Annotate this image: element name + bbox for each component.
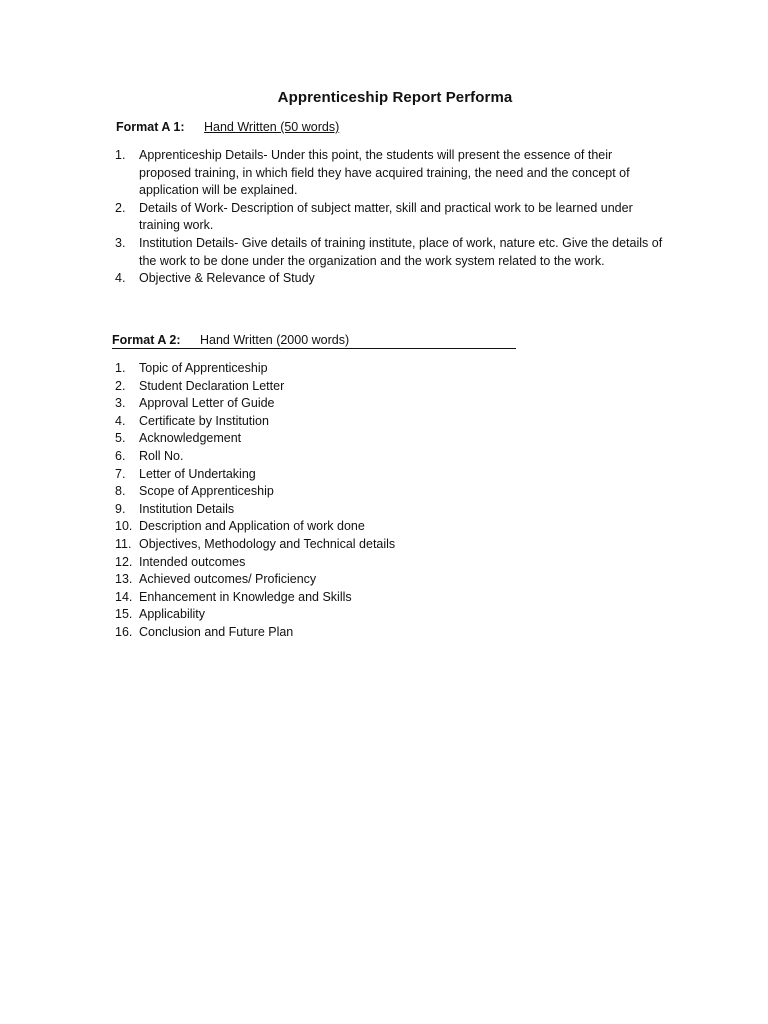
list-item bbox=[115, 483, 535, 501]
format-a1-list bbox=[115, 147, 663, 288]
list-item-number: 7. bbox=[115, 466, 126, 481]
list-item bbox=[115, 536, 535, 554]
list-item-text: Enhancement in Knowledge and Skills bbox=[139, 589, 352, 604]
list-item bbox=[115, 430, 535, 448]
list-item bbox=[115, 395, 535, 413]
list-item-number: 13. bbox=[115, 572, 133, 587]
list-item-text: Roll No. bbox=[139, 448, 184, 463]
list-item-text: Objectives, Methodology and Technical details bbox=[139, 536, 396, 551]
list-item-number: 14. bbox=[115, 589, 133, 604]
list-item-text: Topic of Apprenticeship bbox=[139, 361, 268, 375]
list-item bbox=[115, 413, 535, 431]
list-item-text: Details of Work- Description of subject matter, skill and practical work to be learned under training work. bbox=[139, 200, 633, 233]
list-item-number: 4. bbox=[115, 413, 126, 428]
list-item-text: Certificate by Institution bbox=[139, 413, 269, 428]
format-a1-description: Hand Written (50 words) bbox=[204, 120, 340, 134]
format-a1-heading bbox=[116, 120, 339, 134]
format-a1-label: Format A 1: bbox=[116, 120, 185, 134]
list-item-text: Conclusion and Future Plan bbox=[139, 624, 294, 639]
list-item-number: 11. bbox=[115, 536, 132, 551]
list-item bbox=[115, 448, 535, 466]
list-item-text: Approval Letter of Guide bbox=[139, 396, 275, 411]
list-item-text: Objective & Relevance of Study bbox=[139, 271, 315, 286]
format-a2-description: Hand Written (2000 words) bbox=[200, 333, 350, 347]
list-item-number: 2. bbox=[115, 378, 126, 393]
list-item-number: 3. bbox=[115, 235, 126, 250]
list-item-number: 1. bbox=[115, 148, 126, 162]
list-item-text: Intended outcomes bbox=[139, 554, 246, 569]
list-item-number: 3. bbox=[115, 396, 126, 411]
list-item-text: Scope of Apprenticeship bbox=[139, 484, 274, 499]
list-item-number: 9. bbox=[115, 501, 126, 516]
list-item bbox=[115, 518, 535, 536]
list-item-text: Student Declaration Letter bbox=[139, 378, 285, 393]
list-item-text: Applicability bbox=[139, 607, 206, 622]
list-item bbox=[115, 589, 535, 607]
list-item-number: 6. bbox=[115, 448, 126, 463]
list-item-number: 10. bbox=[115, 519, 133, 534]
list-item bbox=[115, 624, 535, 642]
list-item bbox=[115, 606, 535, 624]
list-item-number: 15. bbox=[115, 607, 133, 622]
list-item-text: Achieved outcomes/ Proficiency bbox=[139, 572, 317, 587]
list-item bbox=[115, 554, 535, 572]
list-item-number: 4. bbox=[115, 271, 126, 286]
format-a2-label: Format A 2: bbox=[112, 333, 181, 347]
list-item-text: Letter of Undertaking bbox=[139, 466, 256, 481]
list-item-text: Institution Details- Give details of training institute, place of work, nature etc. Give the details of the work to be done under the organization and the work system related to the work. bbox=[139, 235, 663, 268]
list-item bbox=[115, 235, 663, 270]
list-item bbox=[115, 501, 535, 519]
list-item-number: 1. bbox=[115, 361, 126, 375]
list-item-text: Acknowledgement bbox=[139, 431, 242, 446]
list-item-number: 12. bbox=[115, 554, 133, 569]
list-item bbox=[115, 200, 663, 235]
list-item bbox=[115, 571, 535, 589]
document-title: Apprenticeship Report Performa bbox=[277, 89, 513, 106]
format-a2-heading bbox=[112, 333, 516, 349]
list-item-number: 8. bbox=[115, 484, 126, 499]
list-item-text: Institution Details bbox=[139, 501, 235, 516]
list-item-number: 5. bbox=[115, 431, 126, 446]
list-item bbox=[115, 147, 663, 200]
list-item-text: Description and Application of work done bbox=[139, 519, 365, 534]
list-item bbox=[115, 270, 663, 288]
list-item bbox=[115, 466, 535, 484]
list-item bbox=[115, 360, 535, 378]
list-item-number: 2. bbox=[115, 200, 126, 215]
list-item-number: 16. bbox=[115, 624, 133, 639]
list-item bbox=[115, 378, 535, 396]
format-a2-list bbox=[115, 360, 535, 642]
list-item-text: Apprenticeship Details- Under this point, the students will present the essence of their proposed training, in which field they have acquired training, the need and the concept of application will be explained. bbox=[139, 148, 630, 198]
